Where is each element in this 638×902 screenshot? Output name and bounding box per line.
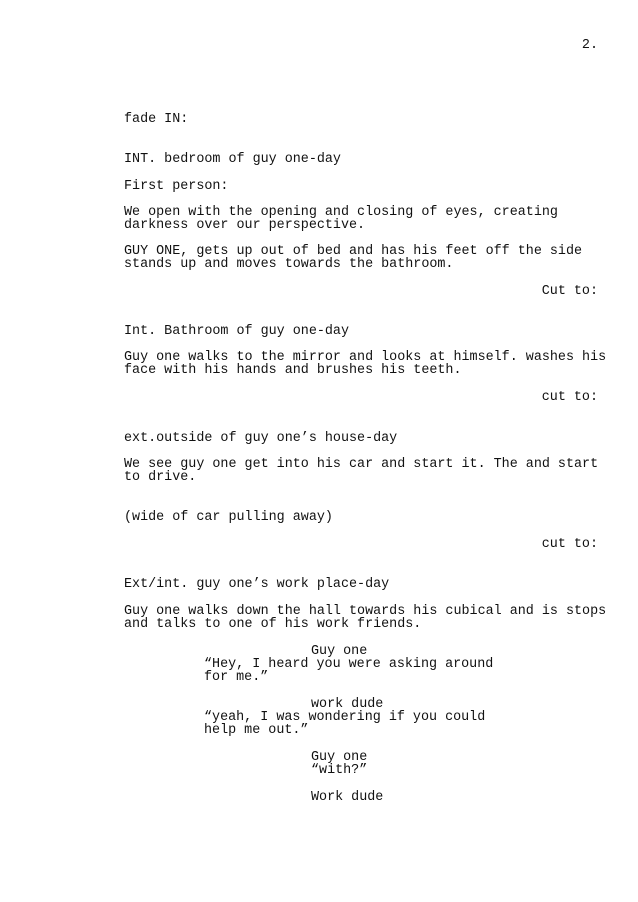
character-name: Guy one: [311, 750, 368, 765]
transition-cut-to: cut to:: [541, 537, 598, 552]
action-line: Guy one walks to the mirror and looks at himself. washes his: [124, 350, 607, 365]
action-line: We open with the opening and closing of eyes, creating: [124, 205, 558, 220]
action-line: darkness over our perspective.: [124, 218, 366, 233]
scene-heading-outside-house: ext.outside of guy one’s house-day: [124, 431, 398, 446]
action-line: Guy one walks down the hall towards his cubical and is stops: [124, 604, 607, 619]
scene-heading-work-place: Ext/int. guy one’s work place-day: [124, 577, 390, 592]
scene-note-first-person: First person:: [124, 179, 229, 194]
dialogue-line: “yeah, I was wondering if you could: [204, 710, 486, 725]
transition-cut-to: cut to:: [541, 390, 598, 405]
character-name: Work dude: [311, 790, 384, 805]
action-line: GUY ONE, gets up out of bed and has his feet off the side: [124, 244, 583, 259]
action-line: stands up and moves towards the bathroom.: [124, 257, 454, 272]
dialogue-line: for me.”: [204, 670, 269, 685]
dialogue-line: “Hey, I heard you were asking around: [204, 657, 494, 672]
character-name: Guy one: [311, 644, 368, 659]
character-name: work dude: [311, 697, 384, 712]
fade-in-transition: fade IN:: [124, 112, 189, 127]
scene-heading-bedroom: INT. bedroom of guy one-day: [124, 152, 341, 167]
action-line: to drive.: [124, 470, 197, 485]
transition-cut-to: Cut to:: [541, 284, 598, 299]
scene-heading-bathroom: Int. Bathroom of guy one-day: [124, 324, 349, 339]
action-line: We see guy one get into his car and start it. The and start: [124, 457, 599, 472]
shot-description: (wide of car pulling away): [124, 510, 333, 525]
dialogue-line: help me out.”: [204, 723, 309, 738]
page-number: 2.: [581, 38, 598, 53]
action-line: and talks to one of his work friends.: [124, 617, 422, 632]
action-line: face with his hands and brushes his teeth.: [124, 363, 462, 378]
dialogue-line: “with?”: [311, 763, 368, 778]
